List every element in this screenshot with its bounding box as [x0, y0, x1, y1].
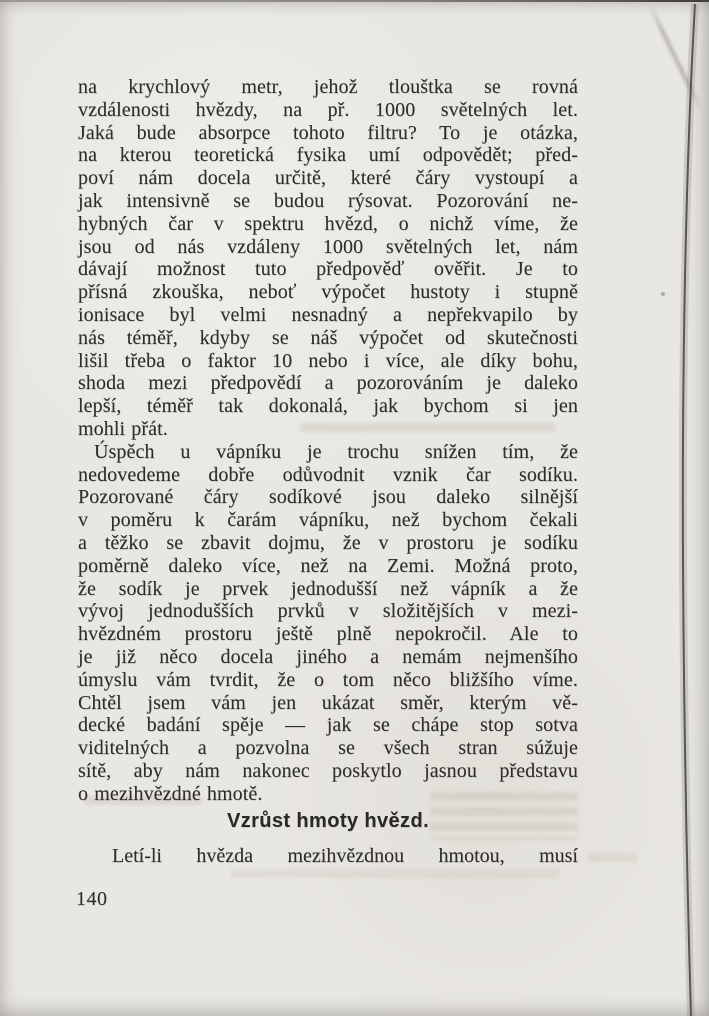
body-line: decké badání spěje — jak se chápe stop sotva	[78, 714, 578, 737]
body-line: na kterou teoretická fysika umí odpovědět; před-	[78, 144, 578, 167]
body-line: že sodík je prvek jednodušší než vápník a že	[78, 577, 578, 600]
body-line: dávají možnost tuto předpověď ověřit. Je to	[78, 258, 578, 281]
body-line: v poměru k čarám vápníku, než bychom čekali	[78, 509, 578, 532]
body-line: hybných čar v spektru hvězd, o nichž víme, že	[78, 212, 578, 235]
body-line: ionisace byl velmi nesnadný a nepřekvapilo by	[78, 303, 578, 326]
body-line: vzdálenosti hvězdy, na př. 1000 světelných let.	[78, 98, 578, 121]
body-line: vývoj jednodušších prvků v složitějších v mezi-	[78, 600, 578, 623]
paper-speck	[661, 292, 665, 296]
body-line: a těžko se zbavit dojmu, že v prostoru je sodíku	[78, 531, 578, 554]
body-line: Pozorované čáry sodíkové jsou daleko silnější	[78, 486, 578, 509]
body-line: Chtěl jsem vám jen ukázat směr, kterým vě-	[78, 691, 578, 714]
show-through-ghost	[230, 869, 560, 879]
body-line: je již něco docela jiného a nemám nejmenšího	[78, 645, 578, 668]
body-line: hvězdném prostoru ještě plně nepokročil. Ale to	[78, 623, 578, 646]
body-line: Jaká bude absorpce tohoto filtru? To je otázka,	[78, 121, 578, 144]
show-through-ghost	[588, 853, 638, 862]
body-line: o mezihvězdné hmotě.	[78, 782, 263, 805]
body-line: jsou od nás vzdáleny 1000 světelných let, nám	[78, 235, 578, 258]
body-line: nedovedeme dobře odůvodnit vznik čar sodíku.	[78, 463, 578, 486]
page-number: 140	[76, 888, 108, 910]
body-line: úmyslu vám tvrdit, že o tom něco bližšího víme.	[78, 668, 578, 691]
body-line: mohli přát.	[78, 417, 168, 440]
body-line: poměrně daleko více, než na Zemi. Možná proto,	[78, 554, 578, 577]
body-line: lepší, téměř tak dokonalá, jak bychom si jen	[78, 395, 578, 418]
body-line: poví nám docela určitě, které čáry vystoupí a	[78, 167, 578, 190]
body-line: shoda mezi předpovědí a pozorováním je daleko	[78, 372, 578, 395]
body-text	[78, 76, 578, 806]
paragraph-absorption-filter	[78, 76, 578, 441]
body-line: lišil třeba o faktor 10 nebo i více, ale díky bohu,	[78, 349, 578, 372]
paragraph-sodium-calcium	[78, 441, 578, 806]
section-heading: Vzrůst hmoty hvězd.	[226, 810, 430, 832]
body-line: Úspěch u vápníku je trochu snížen tím, že	[94, 440, 578, 463]
page-corner-crease	[647, 3, 702, 111]
scan-top-edge	[0, 0, 709, 2]
body-line: přísná zkouška, neboť výpočet hustoty i stupně	[78, 281, 578, 304]
body-line: sítě, aby nám nakonec poskytlo jasnou představu	[78, 759, 578, 782]
body-line: na krychlový metr, jehož tlouštka se rovná	[78, 76, 578, 98]
body-line: Letí-li hvězda mezihvězdnou hmotou, musí	[112, 845, 578, 867]
body-line: jak intensivně se budou rýsovat. Pozorování ne-	[78, 189, 578, 212]
paragraph-star-mass-growth	[78, 845, 578, 868]
body-line: nás téměř, kdyby se náš výpočet od skutečnosti	[78, 326, 578, 349]
body-line: viditelných a pozvolna se všech stran súžuje	[78, 737, 578, 760]
